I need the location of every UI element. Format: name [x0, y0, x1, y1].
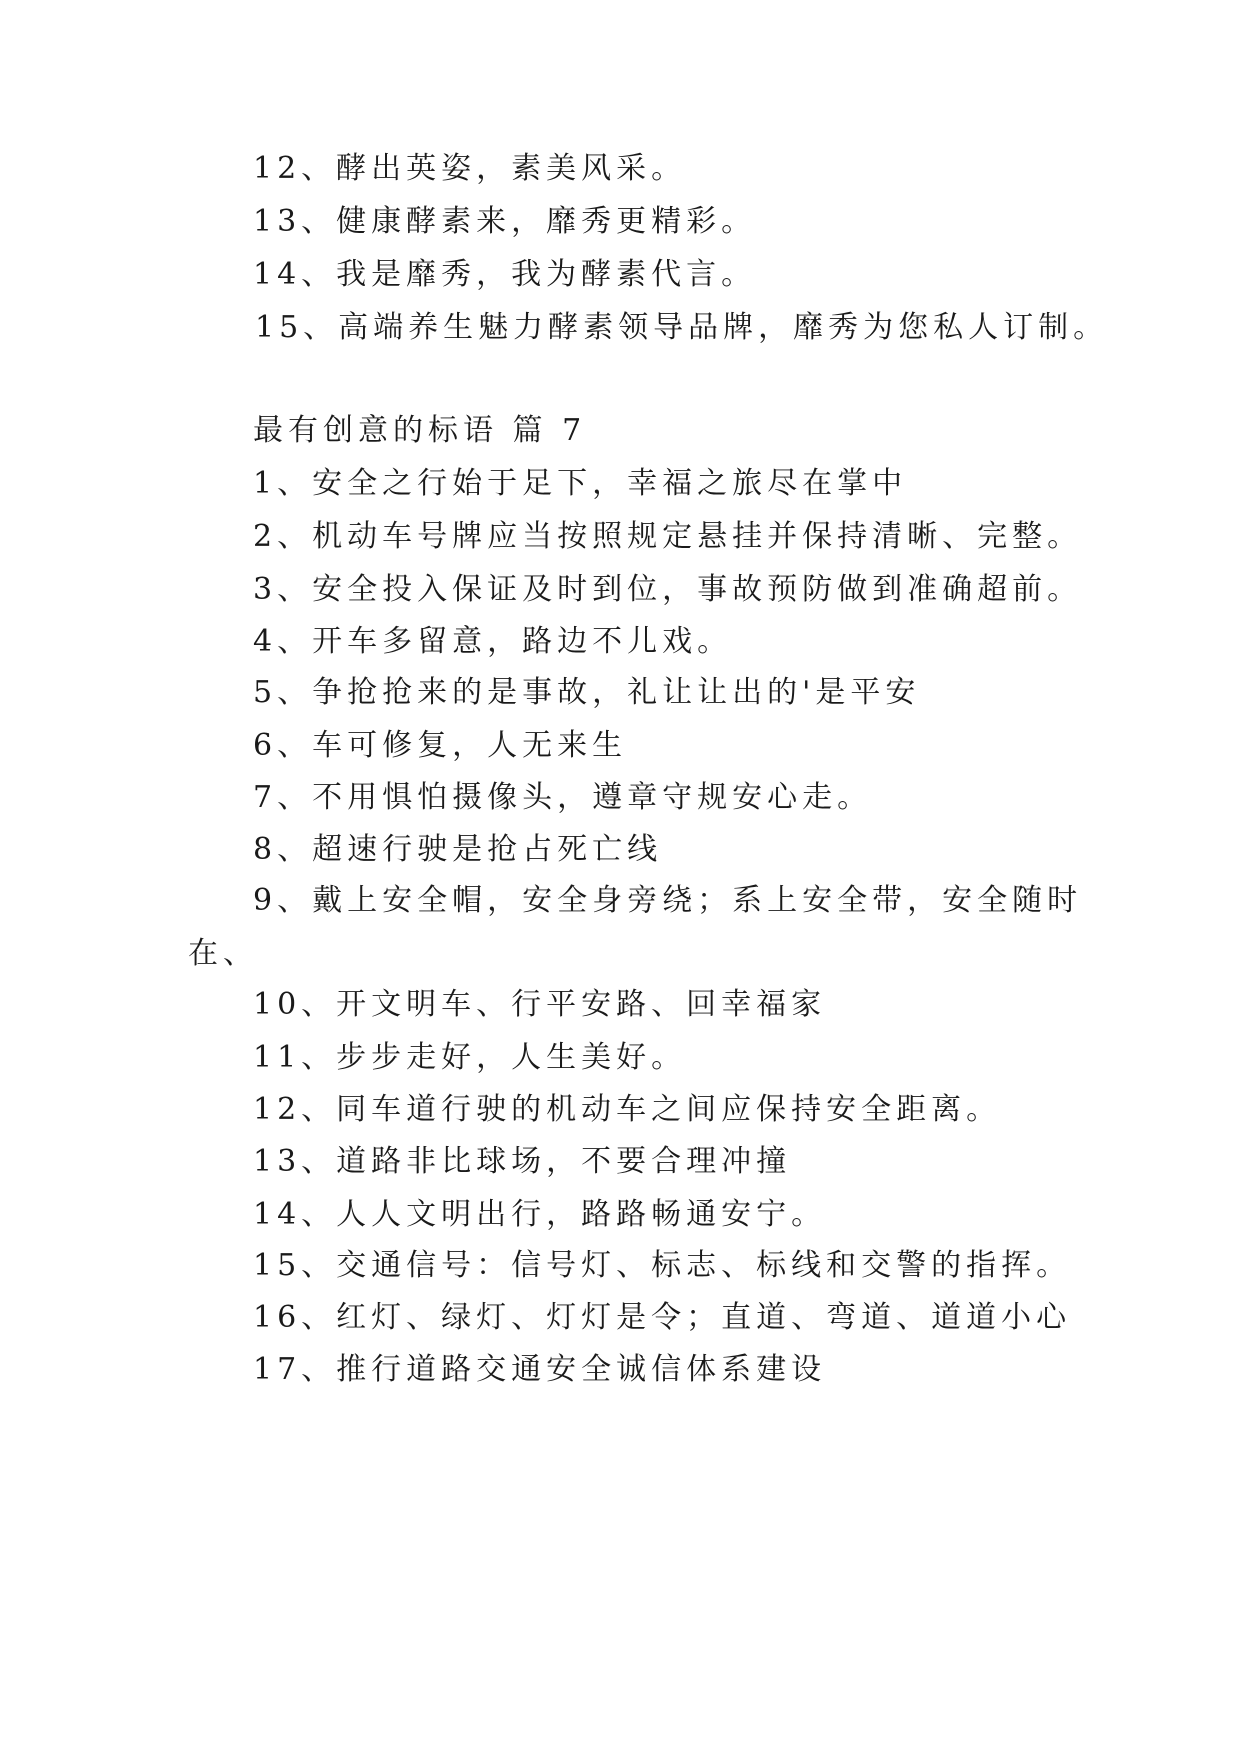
slogan-line: 13、道路非比球场，不要合理冲撞 — [253, 1144, 792, 1179]
slogan-line: 14、人人文明出行，路路畅通安宁。 — [253, 1197, 827, 1232]
slogan-line: 13、健康酵素来，靡秀更精彩。 — [253, 204, 757, 239]
slogan-line: 3、安全投入保证及时到位，事故预防做到准确超前。 — [253, 572, 1083, 607]
slogan-line: 1、安全之行始于足下，幸福之旅尽在掌中 — [253, 466, 908, 501]
slogan-line: 11、步步走好，人生美好。 — [253, 1040, 687, 1075]
slogan-line: 10、开文明车、行平安路、回幸福家 — [253, 987, 827, 1022]
slogan-line: 16、红灯、绿灯、灯灯是令；直道、弯道、道道小心 — [253, 1300, 1072, 1335]
slogan-line: 2、机动车号牌应当按照规定悬挂并保持清晰、完整。 — [253, 519, 1083, 554]
slogan-line: 6、车可修复，人无来生 — [253, 728, 628, 763]
slogan-line: 12、酵出英姿，素美风采。 — [253, 151, 687, 186]
slogan-line: 12、同车道行驶的机动车之间应保持安全距离。 — [253, 1092, 1002, 1127]
slogan-line: 15、高端养生魅力酵素领导品牌，靡秀为您私人订制。 — [255, 310, 1109, 345]
slogan-line: 4、开车多留意，路边不儿戏。 — [253, 624, 733, 659]
slogan-line: 14、我是靡秀，我为酵素代言。 — [253, 257, 757, 292]
slogan-line: 15、交通信号：信号灯、标志、标线和交警的指挥。 — [253, 1248, 1072, 1283]
slogan-line: 5、争抢抢来的是事故，礼让让出的'是平安 — [253, 675, 921, 710]
slogan-line-continuation: 在、 — [188, 936, 258, 971]
slogan-line: 7、不用惧怕摄像头，遵章守规安心走。 — [253, 780, 873, 815]
slogan-line: 9、戴上安全帽，安全身旁绕；系上安全带，安全随时 — [253, 883, 1083, 918]
slogan-line: 17、推行道路交通安全诚信体系建设 — [253, 1352, 827, 1387]
section-heading: 最有创意的标语 篇 7 — [253, 413, 587, 448]
slogan-line: 8、超速行驶是抢占死亡线 — [253, 832, 663, 867]
